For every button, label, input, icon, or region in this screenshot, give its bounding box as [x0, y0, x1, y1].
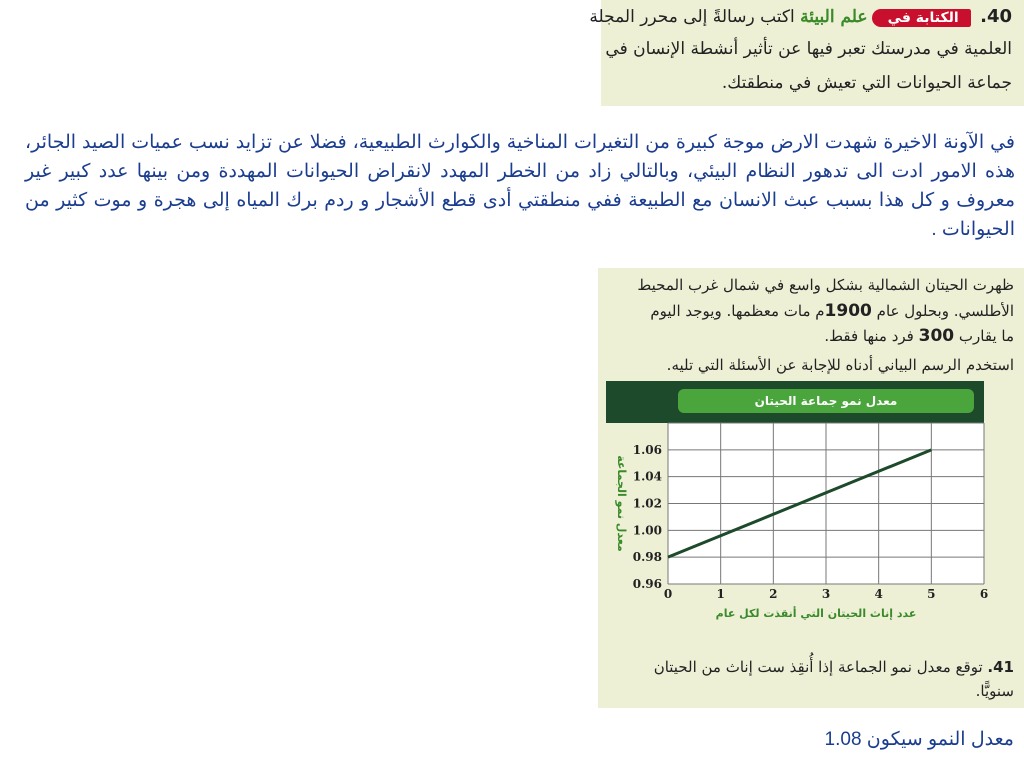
ecology-tag: علم البيئة: [800, 7, 868, 27]
info-count: 300: [918, 326, 955, 346]
question-41: [654, 658, 1014, 676]
x-tick-label: 1: [716, 587, 725, 601]
answer-41-text: معدل النمو سيكون 1.08: [824, 729, 1014, 750]
info-line-2-a: الأطلسي. وبحلول عام: [876, 302, 1014, 320]
y-tick-label: 1.00: [632, 523, 662, 538]
x-tick-label: 5: [927, 587, 936, 601]
question-40-line-1: [589, 6, 1012, 27]
question-41-text-2: سنويًّا.: [975, 682, 1014, 700]
x-tick-label: 0: [663, 587, 673, 601]
info-line-3: [824, 326, 1014, 346]
info-line-2-b: م مات معظمها. ويوجد اليوم: [650, 302, 825, 320]
writing-tag: الكتابة في: [872, 9, 971, 27]
question-40-text-1: اكتب رسالةً إلى محرر المجلة: [589, 7, 795, 27]
info-line-2: [650, 301, 1014, 321]
x-tick-label: 6: [979, 587, 989, 601]
question-40-panel: [589, 0, 1024, 106]
question-41-text-1: توقع معدل نمو الجماعة إذا أُنقِذ ست إناث من الحيتان: [653, 658, 983, 676]
x-tick-label: 4: [874, 587, 883, 601]
y-tick-label: 1.06: [632, 442, 662, 457]
x-axis-label: عدد إناث الحيتان التي أنقذت لكل عام: [715, 607, 917, 620]
info-line-3-b: فرد منها فقط.: [824, 327, 914, 345]
y-tick-label: 1.04: [632, 469, 662, 484]
question-40-text-3: جماعة الحيوانات التي تعيش في منطقتك.: [721, 73, 1012, 93]
x-tick-label: 3: [821, 587, 831, 601]
answer-40-text: في الآونة الاخيرة شهدت الارض موجة كبيرة من التغيرات المناخية والكوارث الطبيعية، فضلا عن تزايد نسب عميات الصيد الجائر، هذه الامور ادت الى تدهور النظام البيئي، وبالتالي زاد من الخطر المهدد لانقراض الحيوانات المهددة ومن بينها عدد كبير غير معروف و كل هذا بسبب عبث الانسان مع الطبيعة ففي منطقتي أدى قطع الأشجار و ردم برك المياه إلى هجرة و موت كثير من الحيوانات .: [25, 132, 1015, 240]
y-tick-label: 0.96: [632, 577, 662, 591]
x-tick-label: 2: [769, 587, 778, 601]
info-line-1: ظهرت الحيتان الشمالية بشكل واسع في شمال غرب المحيط: [637, 276, 1014, 294]
info-line-3-a: ما يقارب: [958, 327, 1014, 345]
chart-plot: [606, 381, 989, 633]
info-year: 1900: [824, 301, 872, 321]
y-tick-label: 0.98: [632, 550, 662, 565]
question-40-number: 40.: [980, 6, 1012, 27]
growth-rate-chart: [606, 381, 989, 633]
chart-title: معدل نمو جماعة الحيتان: [678, 389, 974, 413]
question-40-text-2: العلمية في مدرستك تعبر فيها عن تأثير أنشطة الإنسان في: [605, 39, 1012, 59]
y-axis-label: معدل نمو الجماعة: [615, 455, 628, 552]
question-41-number: 41.: [987, 658, 1014, 676]
y-tick-label: 1.02: [632, 496, 662, 511]
info-instruction: استخدم الرسم البياني أدناه للإجابة عن الأسئلة التي تليه.: [666, 356, 1014, 374]
